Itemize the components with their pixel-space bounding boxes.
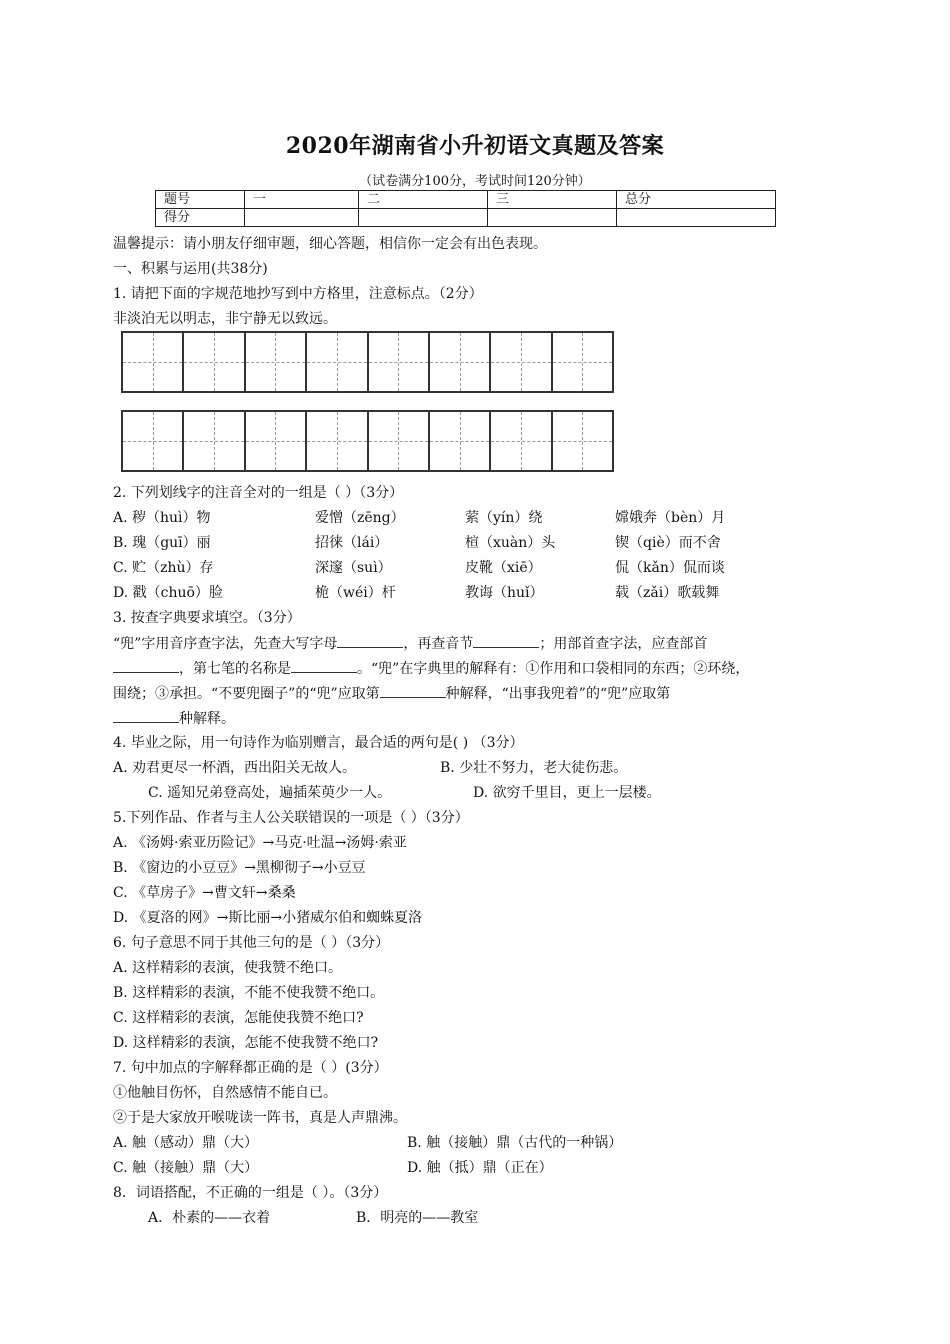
section-heading: 一、积累与运用(共38分) bbox=[113, 261, 268, 277]
q2-option: 嫦娥奔（bèn）月 bbox=[615, 510, 726, 526]
grid-cell[interactable] bbox=[369, 333, 430, 391]
score-table-header-row bbox=[156, 191, 776, 209]
q5-option: C. 《草房子》→曹文轩→桑桑 bbox=[113, 885, 296, 901]
answer-blank[interactable] bbox=[113, 706, 179, 723]
q7-sentence-2: ②于是大家放开喉咙读一阵书，真是人声鼎沸。 bbox=[113, 1110, 407, 1126]
grid-cell[interactable] bbox=[184, 412, 245, 470]
q2-option: D. 戳（chuō）脸 bbox=[113, 585, 223, 601]
q2-stem: 2. 下列划线字的注音全对的一组是（ ）（3分） bbox=[113, 485, 404, 501]
q6-option: D. 这样精彩的表演，怎能不使我赞不绝口? bbox=[113, 1035, 379, 1051]
q7-option-c: C. 触（接触）鼎（大） bbox=[113, 1160, 259, 1176]
cell-score-label: 得分 bbox=[156, 209, 245, 227]
cell-label: 题号 bbox=[156, 191, 245, 209]
q5-stem: 5.下列作品、作者与主人公关联错误的一项是（ ）（3分） bbox=[113, 810, 469, 826]
q2-option: 桅（wéi）杆 bbox=[315, 585, 396, 601]
q2-option: A. 秽（huì）物 bbox=[113, 510, 211, 526]
q2-option: 萦（yín）绕 bbox=[465, 510, 543, 526]
cell-score-2[interactable] bbox=[359, 209, 488, 227]
grid-cell[interactable] bbox=[123, 333, 184, 391]
q3-line bbox=[113, 681, 670, 707]
grid-cell[interactable] bbox=[123, 412, 184, 470]
q3-stem: 3. 按查字典要求填空。（3分） bbox=[113, 610, 301, 626]
answer-blank[interactable] bbox=[380, 681, 446, 698]
writing-grid-2[interactable] bbox=[121, 410, 614, 472]
answer-blank[interactable] bbox=[337, 631, 403, 648]
q3-text: ；用部首查字法，应查部首 bbox=[539, 636, 708, 652]
writing-grid-1[interactable] bbox=[121, 331, 614, 393]
q4-option-b: B. 少壮不努力，老大徒伤悲。 bbox=[440, 760, 628, 776]
grid-cell[interactable] bbox=[491, 412, 552, 470]
q4-option-c: C. 遥知兄弟登高处，遍插茱萸少一人。 bbox=[148, 785, 392, 801]
q2-option: 招徕（lái） bbox=[315, 535, 389, 551]
q3-text: ，再查音节 bbox=[403, 636, 474, 652]
q7-option-d: D. 触（抵）鼎（正在） bbox=[407, 1160, 553, 1176]
answer-blank[interactable] bbox=[113, 656, 179, 673]
cell-score-total[interactable] bbox=[617, 209, 776, 227]
q3-line bbox=[113, 631, 707, 657]
q7-stem: 7. 句中加点的字解释都正确的是（ ）(3分） bbox=[113, 1060, 388, 1076]
grid-cell[interactable] bbox=[246, 333, 307, 391]
q6-option: B. 这样精彩的表演，不能不使我赞不绝口。 bbox=[113, 985, 385, 1001]
q8-option-a: A．朴素的——衣着 bbox=[148, 1210, 271, 1226]
grid-cell[interactable] bbox=[491, 333, 552, 391]
q3-text: “兜”字用音序查字法，先查大写字母 bbox=[113, 636, 338, 652]
answer-blank[interactable] bbox=[473, 631, 539, 648]
q1-stem: 1. 请把下面的字规范地抄写到中方格里，注意标点。（2分） bbox=[113, 286, 483, 302]
q3-line bbox=[113, 706, 235, 732]
page-title: 2020年湖南省小升初语文真题及答案 bbox=[285, 133, 665, 159]
q2-option: 锲（qiè）而不舍 bbox=[615, 535, 721, 551]
grid-cell[interactable] bbox=[307, 412, 368, 470]
q3-text: ，第七笔的名称是 bbox=[179, 661, 291, 677]
grid-cell[interactable] bbox=[307, 333, 368, 391]
q2-option: 爱憎（zēng） bbox=[315, 510, 405, 526]
grid-cell[interactable] bbox=[369, 412, 430, 470]
q6-option: C. 这样精彩的表演，怎能使我赞不绝口? bbox=[113, 1010, 364, 1026]
q8-stem: 8．词语搭配，不正确的一组是（ ）。（3分） bbox=[113, 1185, 388, 1201]
cell-total: 总分 bbox=[617, 191, 776, 209]
grid-cell[interactable] bbox=[246, 412, 307, 470]
q7-sentence-1: ①他触目伤怀，自然感情不能自已。 bbox=[113, 1085, 337, 1101]
q2-option: 皮靴（xiē） bbox=[465, 560, 542, 576]
q4-option-a: A. 劝君更尽一杯酒，西出阳关无故人。 bbox=[113, 760, 357, 776]
score-table bbox=[155, 190, 776, 227]
cell-part1: 一 bbox=[245, 191, 359, 209]
cell-score-3[interactable] bbox=[488, 209, 617, 227]
q3-text: 种解释。 bbox=[179, 711, 235, 727]
q3-text: 围绕；③承担。“不要兜圈子”的“兜”应取第 bbox=[113, 686, 380, 702]
q4-stem: 4. 毕业之际，用一句诗作为临别赠言，最合适的两句是( ) （3分） bbox=[113, 735, 524, 751]
q3-text: 。“兜”在字典里的解释有：①作用和口袋相同的东西；②环绕， bbox=[357, 661, 750, 677]
grid-cell[interactable] bbox=[553, 333, 612, 391]
q3-line bbox=[113, 656, 749, 682]
q2-option: 侃（kǎn）侃而谈 bbox=[615, 560, 725, 576]
q2-option: 深邃（suì） bbox=[315, 560, 392, 576]
cell-part3: 三 bbox=[488, 191, 617, 209]
q5-option: B. 《窗边的小豆豆》→黑柳彻子→小豆豆 bbox=[113, 860, 366, 876]
grid-cell[interactable] bbox=[553, 412, 612, 470]
grid-cell[interactable] bbox=[430, 333, 491, 391]
cell-score-1[interactable] bbox=[245, 209, 359, 227]
q6-stem: 6. 句子意思不同于其他三句的是（ ）（3分） bbox=[113, 935, 390, 951]
q4-option-d: D. 欲穷千里目，更上一层楼。 bbox=[473, 785, 661, 801]
q2-option: 载（zǎi）歌载舞 bbox=[615, 585, 720, 601]
q3-text: 种解释，“出事我兜着”的“兜”应取第 bbox=[445, 686, 671, 702]
q2-option: C. 贮（zhù）存 bbox=[113, 560, 214, 576]
exam-info: （试卷满分100分，考试时间120分钟） bbox=[359, 174, 591, 189]
q2-option: 楦（xuàn）头 bbox=[465, 535, 556, 551]
q7-option-b: B. 触（接触）鼎（古代的一种锅） bbox=[407, 1135, 623, 1151]
q2-option: 教诲（huǐ） bbox=[465, 585, 544, 601]
q7-option-a: A. 触（感动）鼎（大） bbox=[113, 1135, 259, 1151]
q5-option: A. 《汤姆·索亚历险记》→马克·吐温→汤姆·索亚 bbox=[113, 835, 407, 851]
q1-sentence: 非淡泊无以明志，非宁静无以致远。 bbox=[113, 311, 337, 327]
cell-part2: 二 bbox=[359, 191, 488, 209]
q5-option: D. 《夏洛的网》→斯比丽→小猪威尔伯和蜘蛛夏洛 bbox=[113, 910, 423, 926]
q8-option-b: B．明亮的——教室 bbox=[356, 1210, 479, 1226]
grid-cell[interactable] bbox=[184, 333, 245, 391]
q6-option: A. 这样精彩的表演，使我赞不绝口。 bbox=[113, 960, 343, 976]
score-table-score-row bbox=[156, 209, 776, 227]
grid-cell[interactable] bbox=[430, 412, 491, 470]
answer-blank[interactable] bbox=[291, 656, 357, 673]
q2-option: B. 瑰（guī）丽 bbox=[113, 535, 211, 551]
tip-text: 温馨提示：请小朋友仔细审题，细心答题，相信你一定会有出色表现。 bbox=[113, 236, 547, 252]
